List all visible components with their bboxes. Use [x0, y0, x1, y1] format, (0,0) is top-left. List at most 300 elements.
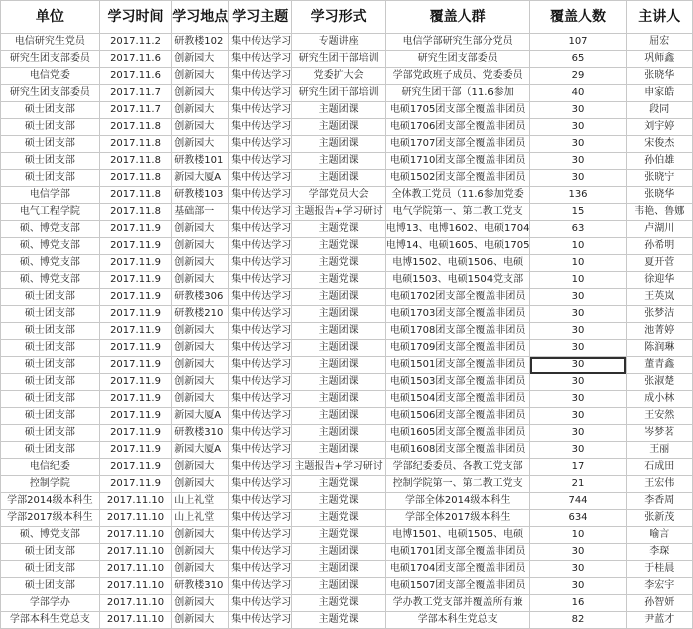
cell-topic[interactable]: 集中传达学习	[229, 442, 292, 459]
header-location[interactable]: 学习地点	[172, 1, 229, 34]
header-speaker[interactable]: 主讲人	[626, 1, 692, 34]
cell-audience[interactable]: 电硕1709团支部全覆盖非团员	[385, 340, 530, 357]
cell-unit[interactable]: 硕、博党支部	[1, 238, 100, 255]
cell-topic[interactable]: 集中传达学习	[229, 306, 292, 323]
cell-time[interactable]: 2017.11.8	[99, 153, 172, 170]
cell-topic[interactable]: 集中传达学习	[229, 221, 292, 238]
cell-location[interactable]: 创新园大	[172, 136, 229, 153]
cell-unit[interactable]: 硕士团支部	[1, 289, 100, 306]
cell-location[interactable]: 创新园大	[172, 391, 229, 408]
cell-audience[interactable]: 电硕1703团支部全覆盖非团员	[385, 306, 530, 323]
cell-count[interactable]: 744	[530, 493, 626, 510]
cell-time[interactable]: 2017.11.9	[99, 289, 172, 306]
cell-time[interactable]: 2017.11.9	[99, 374, 172, 391]
cell-format[interactable]: 主题报告+学习研讨	[292, 459, 386, 476]
cell-count[interactable]: 17	[530, 459, 626, 476]
cell-count[interactable]: 65	[530, 51, 626, 68]
cell-count[interactable]: 30	[530, 425, 626, 442]
cell-format[interactable]: 主题团课	[292, 119, 386, 136]
cell-speaker[interactable]: 屈宏	[626, 34, 692, 51]
cell-time[interactable]: 2017.11.10	[99, 561, 172, 578]
cell-count[interactable]: 30	[530, 391, 626, 408]
cell-format[interactable]: 研究生团干部培训	[292, 51, 386, 68]
cell-audience[interactable]: 学办教工党支部并覆盖所有兼	[385, 595, 530, 612]
cell-unit[interactable]: 硕士团支部	[1, 153, 100, 170]
cell-speaker[interactable]: 宋俊杰	[626, 136, 692, 153]
cell-unit[interactable]: 硕士团支部	[1, 119, 100, 136]
cell-audience[interactable]: 电硕1701团支部全覆盖非团员	[385, 544, 530, 561]
table-row	[1, 272, 693, 289]
cell-location[interactable]: 创新园大	[172, 221, 229, 238]
cell-topic[interactable]: 集中传达学习	[229, 476, 292, 493]
cell-topic[interactable]: 集中传达学习	[229, 391, 292, 408]
cell-audience[interactable]: 电硕1705团支部全覆盖非团员	[385, 102, 530, 119]
cell-topic[interactable]: 集中传达学习	[229, 255, 292, 272]
cell-time[interactable]: 2017.11.10	[99, 544, 172, 561]
cell-unit[interactable]: 学部2017级本科生	[1, 510, 100, 527]
cell-format[interactable]: 专题讲座	[292, 34, 386, 51]
cell-audience[interactable]: 电硕1608团支部全覆盖非团员	[385, 442, 530, 459]
table-row	[1, 255, 693, 272]
cell-speaker[interactable]: 夏开菅	[626, 255, 692, 272]
cell-audience[interactable]: 电硕1704团支部全覆盖非团员	[385, 561, 530, 578]
cell-speaker[interactable]: 刘宇婷	[626, 119, 692, 136]
cell-count[interactable]: 30	[530, 374, 626, 391]
cell-location[interactable]: 创新园大	[172, 374, 229, 391]
cell-topic[interactable]: 集中传达学习	[229, 323, 292, 340]
cell-speaker[interactable]: 张新茂	[626, 510, 692, 527]
cell-time[interactable]: 2017.11.9	[99, 357, 172, 374]
cell-unit[interactable]: 硕士团支部	[1, 323, 100, 340]
cell-speaker[interactable]: 池菁婷	[626, 323, 692, 340]
cell-time[interactable]: 2017.11.10	[99, 578, 172, 595]
cell-topic[interactable]: 集中传达学习	[229, 204, 292, 221]
cell-location[interactable]: 研教楼210	[172, 306, 229, 323]
cell-topic[interactable]: 集中传达学习	[229, 187, 292, 204]
table-row	[1, 544, 693, 561]
cell-speaker[interactable]: 张淑楚	[626, 374, 692, 391]
cell-time[interactable]: 2017.11.8	[99, 119, 172, 136]
cell-speaker[interactable]: 韦艳、鲁娜	[626, 204, 692, 221]
cell-unit[interactable]: 电信学部	[1, 187, 100, 204]
cell-location[interactable]: 创新园大	[172, 238, 229, 255]
cell-count[interactable]: 634	[530, 510, 626, 527]
cell-speaker[interactable]: 申家皓	[626, 85, 692, 102]
cell-count[interactable]: 82	[530, 612, 626, 629]
cell-speaker[interactable]: 石成田	[626, 459, 692, 476]
cell-location[interactable]: 创新园大	[172, 323, 229, 340]
cell-location[interactable]: 基础部一	[172, 204, 229, 221]
cell-count[interactable]: 10	[530, 527, 626, 544]
cell-format[interactable]: 主题党课	[292, 595, 386, 612]
cell-audience[interactable]: 全体教工党员（11.6参加党委	[385, 187, 530, 204]
cell-audience[interactable]: 研究生团支部委员	[385, 51, 530, 68]
cell-speaker[interactable]: 王安然	[626, 408, 692, 425]
cell-speaker[interactable]: 卢湖川	[626, 221, 692, 238]
table-row	[1, 306, 693, 323]
cell-topic[interactable]: 集中传达学习	[229, 527, 292, 544]
table-row	[1, 34, 693, 51]
cell-topic[interactable]: 集中传达学习	[229, 119, 292, 136]
cell-topic[interactable]: 集中传达学习	[229, 612, 292, 629]
cell-location[interactable]: 研教楼101	[172, 153, 229, 170]
cell-unit[interactable]: 硕、博党支部	[1, 221, 100, 238]
cell-format[interactable]: 主题党课	[292, 612, 386, 629]
cell-time[interactable]: 2017.11.6	[99, 68, 172, 85]
cell-speaker[interactable]: 巩师鑫	[626, 51, 692, 68]
cell-format[interactable]: 主题团课	[292, 289, 386, 306]
cell-speaker[interactable]: 李香周	[626, 493, 692, 510]
cell-audience[interactable]: 电博1502、电硕1506、电硕	[385, 255, 530, 272]
cell-count[interactable]: 30	[530, 408, 626, 425]
cell-unit[interactable]: 硕士团支部	[1, 136, 100, 153]
cell-audience[interactable]: 电硕1710团支部全覆盖非团员	[385, 153, 530, 170]
cell-format[interactable]: 主题党课	[292, 255, 386, 272]
header-format[interactable]: 学习形式	[292, 1, 386, 34]
cell-location[interactable]: 研教楼310	[172, 578, 229, 595]
cell-unit[interactable]: 硕士团支部	[1, 425, 100, 442]
cell-audience[interactable]: 电硕1605团支部全覆盖非团员	[385, 425, 530, 442]
cell-topic[interactable]: 集中传达学习	[229, 136, 292, 153]
cell-audience[interactable]: 电硕1504团支部全覆盖非团员	[385, 391, 530, 408]
cell-location[interactable]: 创新园大	[172, 51, 229, 68]
cell-count[interactable]: 40	[530, 85, 626, 102]
cell-count[interactable]: 30	[530, 442, 626, 459]
cell-time[interactable]: 2017.11.9	[99, 340, 172, 357]
cell-unit[interactable]: 硕士团支部	[1, 306, 100, 323]
cell-topic[interactable]: 集中传达学习	[229, 289, 292, 306]
cell-time[interactable]: 2017.11.9	[99, 408, 172, 425]
cell-unit[interactable]: 硕士团支部	[1, 357, 100, 374]
cell-topic[interactable]: 集中传达学习	[229, 578, 292, 595]
cell-count[interactable]: 30	[530, 170, 626, 187]
cell-unit[interactable]: 硕士团支部	[1, 391, 100, 408]
cell-format[interactable]: 主题团课	[292, 170, 386, 187]
cell-time[interactable]: 2017.11.10	[99, 595, 172, 612]
cell-format[interactable]: 主题党课	[292, 476, 386, 493]
cell-time[interactable]: 2017.11.8	[99, 204, 172, 221]
cell-format[interactable]: 主题党课	[292, 238, 386, 255]
cell-time[interactable]: 2017.11.9	[99, 255, 172, 272]
cell-speaker[interactable]: 王宏伟	[626, 476, 692, 493]
cell-unit[interactable]: 硕士团支部	[1, 578, 100, 595]
cell-speaker[interactable]: 陈润琳	[626, 340, 692, 357]
cell-speaker[interactable]: 徐迎华	[626, 272, 692, 289]
cell-speaker[interactable]: 成小林	[626, 391, 692, 408]
cell-unit[interactable]: 研究生团支部委员	[1, 85, 100, 102]
cell-format[interactable]: 研究生团干部培训	[292, 85, 386, 102]
cell-speaker[interactable]: 于桂晨	[626, 561, 692, 578]
cell-unit[interactable]: 控制学院	[1, 476, 100, 493]
cell-time[interactable]: 2017.11.9	[99, 391, 172, 408]
cell-count[interactable]: 29	[530, 68, 626, 85]
cell-format[interactable]: 主题团课	[292, 136, 386, 153]
cell-speaker[interactable]: 董青鑫	[626, 357, 692, 374]
cell-topic[interactable]: 集中传达学习	[229, 51, 292, 68]
cell-count[interactable]: 30	[530, 357, 626, 374]
cell-format[interactable]: 主题团课	[292, 306, 386, 323]
cell-audience[interactable]: 学部本科生党总支	[385, 612, 530, 629]
cell-format[interactable]: 主题团课	[292, 578, 386, 595]
cell-unit[interactable]: 硕士团支部	[1, 340, 100, 357]
cell-location[interactable]: 新园大厦A	[172, 442, 229, 459]
cell-count[interactable]: 136	[530, 187, 626, 204]
cell-speaker[interactable]: 孙智妍	[626, 595, 692, 612]
cell-unit[interactable]: 硕士团支部	[1, 561, 100, 578]
cell-location[interactable]: 创新园大	[172, 561, 229, 578]
cell-topic[interactable]: 集中传达学习	[229, 510, 292, 527]
cell-audience[interactable]: 电硕1506团支部全覆盖非团员	[385, 408, 530, 425]
cell-format[interactable]: 主题党课	[292, 510, 386, 527]
cell-count[interactable]: 30	[530, 323, 626, 340]
cell-count[interactable]: 15	[530, 204, 626, 221]
cell-format[interactable]: 主题团课	[292, 561, 386, 578]
cell-format[interactable]: 主题团课	[292, 442, 386, 459]
cell-time[interactable]: 2017.11.10	[99, 612, 172, 629]
cell-format[interactable]: 主题团课	[292, 391, 386, 408]
cell-unit[interactable]: 硕士团支部	[1, 442, 100, 459]
cell-audience[interactable]: 电博14、电硕1605、电硕1705	[385, 238, 530, 255]
cell-location[interactable]: 研教楼103	[172, 187, 229, 204]
cell-speaker[interactable]: 张晓华	[626, 68, 692, 85]
cell-unit[interactable]: 电信纪委	[1, 459, 100, 476]
cell-topic[interactable]: 集中传达学习	[229, 238, 292, 255]
cell-audience[interactable]: 电硕1706团支部全覆盖非团员	[385, 119, 530, 136]
cell-count[interactable]: 30	[530, 561, 626, 578]
cell-speaker[interactable]: 李宏宇	[626, 578, 692, 595]
cell-format[interactable]: 主题团课	[292, 374, 386, 391]
cell-time[interactable]: 2017.11.9	[99, 425, 172, 442]
cell-time[interactable]: 2017.11.10	[99, 510, 172, 527]
table-row	[1, 153, 693, 170]
cell-location[interactable]: 研教楼306	[172, 289, 229, 306]
cell-count[interactable]: 10	[530, 238, 626, 255]
cell-count[interactable]: 30	[530, 136, 626, 153]
cell-time[interactable]: 2017.11.9	[99, 442, 172, 459]
cell-location[interactable]: 山上礼堂	[172, 493, 229, 510]
cell-location[interactable]: 创新园大	[172, 102, 229, 119]
cell-speaker[interactable]: 岑梦茗	[626, 425, 692, 442]
cell-format[interactable]: 主题党课	[292, 493, 386, 510]
cell-audience[interactable]: 研究生团干部（11.6参加	[385, 85, 530, 102]
table-row	[1, 510, 693, 527]
cell-location[interactable]: 创新园大	[172, 357, 229, 374]
cell-audience[interactable]: 电硕1708团支部全覆盖非团员	[385, 323, 530, 340]
cell-speaker[interactable]: 喻言	[626, 527, 692, 544]
cell-speaker[interactable]: 孙伯雄	[626, 153, 692, 170]
cell-count[interactable]: 30	[530, 340, 626, 357]
cell-time[interactable]: 2017.11.9	[99, 306, 172, 323]
cell-topic[interactable]: 集中传达学习	[229, 85, 292, 102]
cell-unit[interactable]: 学部2014级本科生	[1, 493, 100, 510]
cell-unit[interactable]: 硕、博党支部	[1, 255, 100, 272]
cell-unit[interactable]: 电信党委	[1, 68, 100, 85]
cell-count[interactable]: 30	[530, 306, 626, 323]
cell-audience[interactable]: 学部党政班子成员、党委委员	[385, 68, 530, 85]
header-time[interactable]: 学习时间	[99, 1, 172, 34]
cell-speaker[interactable]: 张晓华	[626, 187, 692, 204]
cell-audience[interactable]: 学部全体2014级本科生	[385, 493, 530, 510]
cell-topic[interactable]: 集中传达学习	[229, 272, 292, 289]
cell-topic[interactable]: 集中传达学习	[229, 340, 292, 357]
cell-unit[interactable]: 硕士团支部	[1, 102, 100, 119]
cell-format[interactable]: 主题团课	[292, 544, 386, 561]
cell-location[interactable]: 创新园大	[172, 544, 229, 561]
cell-format[interactable]: 学部党员大会	[292, 187, 386, 204]
cell-time[interactable]: 2017.11.6	[99, 51, 172, 68]
cell-count[interactable]: 10	[530, 255, 626, 272]
cell-unit[interactable]: 硕、博党支部	[1, 272, 100, 289]
cell-unit[interactable]: 电气工程学院	[1, 204, 100, 221]
cell-time[interactable]: 2017.11.2	[99, 34, 172, 51]
cell-time[interactable]: 2017.11.8	[99, 187, 172, 204]
cell-location[interactable]: 研教楼102	[172, 34, 229, 51]
table-row	[1, 476, 693, 493]
cell-location[interactable]: 创新园大	[172, 459, 229, 476]
header-audience[interactable]: 覆盖人群	[385, 1, 530, 34]
cell-audience[interactable]: 电博13、电博1602、电硕1704	[385, 221, 530, 238]
header-unit[interactable]: 单位	[1, 1, 100, 34]
cell-topic[interactable]: 集中传达学习	[229, 595, 292, 612]
cell-topic[interactable]: 集中传达学习	[229, 374, 292, 391]
cell-location[interactable]: 新园大厦A	[172, 408, 229, 425]
cell-topic[interactable]: 集中传达学习	[229, 425, 292, 442]
cell-location[interactable]: 新园大厦A	[172, 170, 229, 187]
cell-location[interactable]: 创新园大	[172, 595, 229, 612]
cell-format[interactable]: 主题团课	[292, 357, 386, 374]
cell-topic[interactable]: 集中传达学习	[229, 34, 292, 51]
cell-location[interactable]: 创新园大	[172, 272, 229, 289]
cell-time[interactable]: 2017.11.9	[99, 459, 172, 476]
cell-location[interactable]: 创新园大	[172, 476, 229, 493]
cell-topic[interactable]: 集中传达学习	[229, 544, 292, 561]
cell-count[interactable]: 107	[530, 34, 626, 51]
cell-unit[interactable]: 硕士团支部	[1, 408, 100, 425]
cell-location[interactable]: 创新园大	[172, 85, 229, 102]
cell-audience[interactable]: 学部全体2017级本科生	[385, 510, 530, 527]
cell-count[interactable]: 30	[530, 119, 626, 136]
cell-location[interactable]: 山上礼堂	[172, 510, 229, 527]
cell-time[interactable]: 2017.11.7	[99, 85, 172, 102]
cell-time[interactable]: 2017.11.9	[99, 323, 172, 340]
cell-unit[interactable]: 学部本科生党总支	[1, 612, 100, 629]
cell-count[interactable]: 30	[530, 544, 626, 561]
cell-audience[interactable]: 电博1501、电硕1505、电硕	[385, 527, 530, 544]
cell-count[interactable]: 30	[530, 578, 626, 595]
cell-format[interactable]: 主题团课	[292, 153, 386, 170]
cell-count[interactable]: 21	[530, 476, 626, 493]
cell-format[interactable]: 主题团课	[292, 425, 386, 442]
cell-topic[interactable]: 集中传达学习	[229, 459, 292, 476]
cell-format[interactable]: 主题党课	[292, 221, 386, 238]
cell-unit[interactable]: 学部学办	[1, 595, 100, 612]
table-row	[1, 425, 693, 442]
cell-audience[interactable]: 电硕1507团支部全覆盖非团员	[385, 578, 530, 595]
cell-topic[interactable]: 集中传达学习	[229, 408, 292, 425]
cell-format[interactable]: 党委扩大会	[292, 68, 386, 85]
cell-unit[interactable]: 研究生团支部委员	[1, 51, 100, 68]
cell-unit[interactable]: 硕士团支部	[1, 544, 100, 561]
cell-time[interactable]: 2017.11.8	[99, 136, 172, 153]
cell-speaker[interactable]: 段同	[626, 102, 692, 119]
cell-time[interactable]: 2017.11.9	[99, 238, 172, 255]
cell-format[interactable]: 主题团课	[292, 102, 386, 119]
header-topic[interactable]: 学习主题	[229, 1, 292, 34]
cell-speaker[interactable]: 张晓宁	[626, 170, 692, 187]
cell-count[interactable]: 10	[530, 272, 626, 289]
cell-location[interactable]: 创新园大	[172, 68, 229, 85]
cell-topic[interactable]: 集中传达学习	[229, 493, 292, 510]
cell-location[interactable]: 创新园大	[172, 527, 229, 544]
cell-audience[interactable]: 控制学院第一、第二教工党支	[385, 476, 530, 493]
cell-count[interactable]: 30	[530, 102, 626, 119]
cell-audience[interactable]: 电硕1502团支部全覆盖非团员	[385, 170, 530, 187]
cell-speaker[interactable]: 尹蓝才	[626, 612, 692, 629]
cell-unit[interactable]: 硕士团支部	[1, 374, 100, 391]
cell-time[interactable]: 2017.11.7	[99, 102, 172, 119]
cell-format[interactable]: 主题团课	[292, 340, 386, 357]
cell-unit[interactable]: 电信研究生党员	[1, 34, 100, 51]
cell-speaker[interactable]: 李琛	[626, 544, 692, 561]
cell-topic[interactable]: 集中传达学习	[229, 170, 292, 187]
table-body	[1, 34, 693, 629]
cell-location[interactable]: 创新园大	[172, 340, 229, 357]
cell-time[interactable]: 2017.11.10	[99, 527, 172, 544]
header-count[interactable]: 覆盖人数	[530, 1, 626, 34]
cell-speaker[interactable]: 孙希明	[626, 238, 692, 255]
cell-count[interactable]: 63	[530, 221, 626, 238]
cell-count[interactable]: 30	[530, 289, 626, 306]
cell-location[interactable]: 创新园大	[172, 255, 229, 272]
cell-audience[interactable]: 电硕1503团支部全覆盖非团员	[385, 374, 530, 391]
cell-audience[interactable]: 电硕1707团支部全覆盖非团员	[385, 136, 530, 153]
cell-location[interactable]: 研教楼310	[172, 425, 229, 442]
cell-topic[interactable]: 集中传达学习	[229, 102, 292, 119]
cell-time[interactable]: 2017.11.9	[99, 476, 172, 493]
cell-format[interactable]: 主题报告+学习研讨	[292, 204, 386, 221]
table-row	[1, 374, 693, 391]
cell-topic[interactable]: 集中传达学习	[229, 68, 292, 85]
cell-speaker[interactable]: 王丽	[626, 442, 692, 459]
cell-speaker[interactable]: 王英岚	[626, 289, 692, 306]
cell-location[interactable]: 创新园大	[172, 119, 229, 136]
cell-count[interactable]: 30	[530, 153, 626, 170]
cell-time[interactable]: 2017.11.8	[99, 170, 172, 187]
cell-topic[interactable]: 集中传达学习	[229, 153, 292, 170]
cell-format[interactable]: 主题团课	[292, 323, 386, 340]
cell-time[interactable]: 2017.11.9	[99, 272, 172, 289]
cell-format[interactable]: 主题党课	[292, 272, 386, 289]
cell-audience[interactable]: 电硕1702团支部全覆盖非团员	[385, 289, 530, 306]
cell-format[interactable]: 主题团课	[292, 408, 386, 425]
cell-audience[interactable]: 电信学部研究生部分党员	[385, 34, 530, 51]
cell-topic[interactable]: 集中传达学习	[229, 561, 292, 578]
cell-unit[interactable]: 硕、博党支部	[1, 527, 100, 544]
table-row	[1, 85, 693, 102]
cell-audience[interactable]: 电气学院第一、第二教工党支	[385, 204, 530, 221]
cell-topic[interactable]: 集中传达学习	[229, 357, 292, 374]
cell-time[interactable]: 2017.11.10	[99, 493, 172, 510]
cell-audience[interactable]: 电硕1503、电硕1504党支部	[385, 272, 530, 289]
cell-speaker[interactable]: 张梦洁	[626, 306, 692, 323]
cell-format[interactable]: 主题党课	[292, 527, 386, 544]
cell-audience[interactable]: 电硕1501团支部全覆盖非团员	[385, 357, 530, 374]
cell-count[interactable]: 16	[530, 595, 626, 612]
cell-location[interactable]: 创新园大	[172, 612, 229, 629]
cell-audience[interactable]: 学部纪委委员、各教工党支部	[385, 459, 530, 476]
cell-unit[interactable]: 硕士团支部	[1, 170, 100, 187]
cell-time[interactable]: 2017.11.9	[99, 221, 172, 238]
